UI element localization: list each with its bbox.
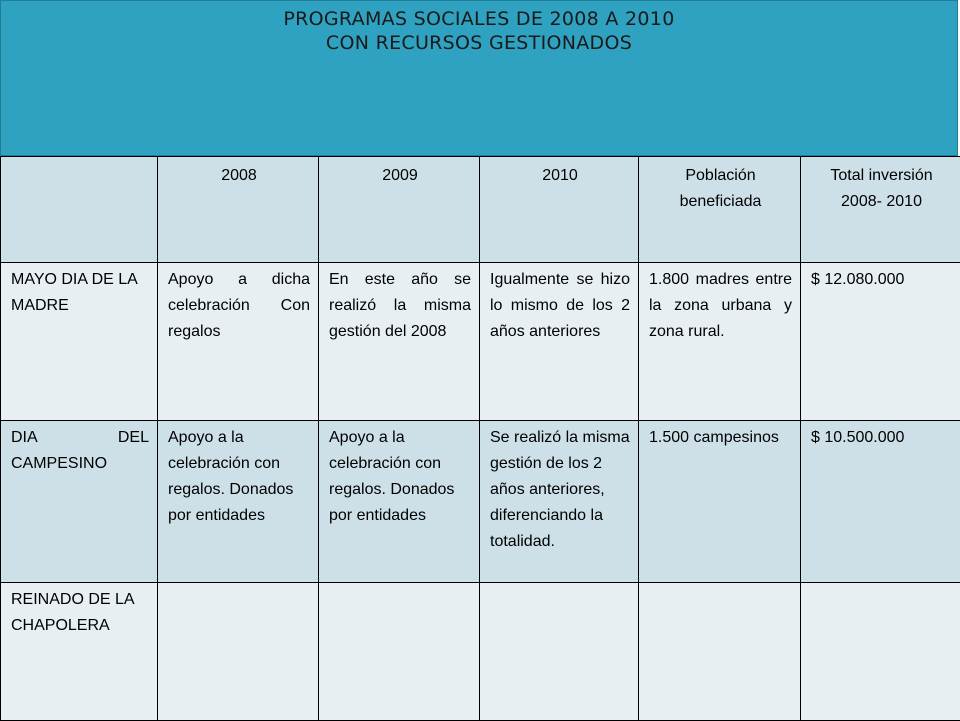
cell-2010	[480, 583, 639, 721]
cell-2009: En este año se realizó la misma gestión del 2008	[319, 263, 480, 421]
table-row	[1, 421, 960, 583]
cell-2008	[158, 583, 319, 721]
population-cell: 1.500 campesinos	[639, 421, 801, 583]
title-line-1: PROGRAMAS SOCIALES DE 2008 A 2010	[1, 1, 957, 31]
header-cell-2010: 2010	[480, 157, 639, 263]
table-row	[1, 583, 960, 721]
table-header-row	[1, 157, 960, 263]
title-banner	[0, 0, 958, 156]
program-cell: REINADO DE LA CHAPOLERA	[1, 583, 158, 721]
header-cell-2009: 2009	[319, 157, 480, 263]
header-cell-total: Total inversión 2008- 2010	[801, 157, 960, 263]
programs-table	[0, 156, 960, 721]
cell-2008: Apoyo a la celebración con regalos. Donados por entidades	[158, 421, 319, 583]
cell-2010: Igualmente se hizo lo mismo de los 2 años anteriores	[480, 263, 639, 421]
cell-2009	[319, 583, 480, 721]
cell-2010: Se realizó la misma gestión de los 2 años anteriores, diferenciando la totalidad.	[480, 421, 639, 583]
cell-2008: Apoyo a dicha celebración Con regalos	[158, 263, 319, 421]
program-cell: DIA DEL CAMPESINO	[1, 421, 158, 583]
cell-2009: Apoyo a la celebración con regalos. Donados por entidades	[319, 421, 480, 583]
program-cell: MAYO DIA DE LA MADRE	[1, 263, 158, 421]
population-cell: 1.800 madres entre la zona urbana y zona rural.	[639, 263, 801, 421]
total-cell: $ 12.080.000	[801, 263, 960, 421]
header-cell-empty	[1, 157, 158, 263]
population-cell	[639, 583, 801, 721]
table-row	[1, 263, 960, 421]
header-cell-population: Población beneficiada	[639, 157, 801, 263]
title-line-2: CON RECURSOS GESTIONADOS	[1, 31, 957, 55]
total-cell	[801, 583, 960, 721]
header-cell-2008: 2008	[158, 157, 319, 263]
total-cell: $ 10.500.000	[801, 421, 960, 583]
